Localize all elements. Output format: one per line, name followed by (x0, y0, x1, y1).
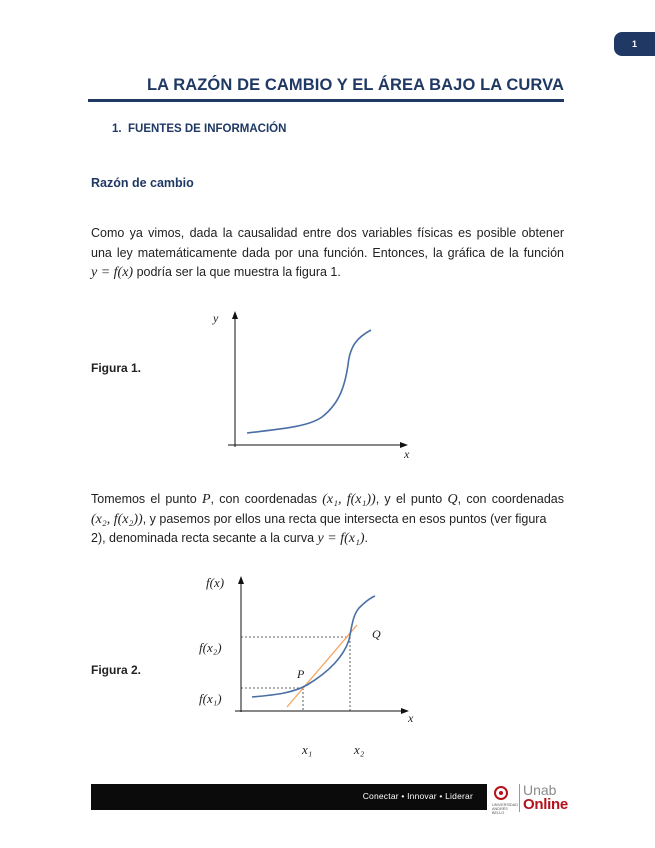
figure1-curve (247, 330, 371, 433)
math-p: P (201, 492, 211, 507)
paragraph-text: podría ser la que muestra la figura 1. (133, 265, 341, 279)
label-point-q: Q (372, 627, 381, 641)
math-coord-p: (x₁, f(x₁)) (322, 492, 376, 507)
paragraph-text: Tomemos el punto (91, 492, 202, 506)
paragraph-text: . (364, 531, 368, 545)
math-coord-q: (x₂, f(x₂)) (91, 511, 143, 527)
math-expression: y = f(x) (91, 265, 134, 280)
label-x2: x₂ (354, 742, 365, 757)
label-x1: x₁ (302, 742, 313, 757)
title-underline (88, 99, 564, 102)
paragraph-text: 2), denominada recta secante a la curva (91, 531, 318, 545)
subsection-heading: Razón de cambio (91, 176, 194, 190)
logo-divider (519, 784, 520, 812)
logo-online-text: Online (523, 796, 568, 813)
paragraph-text: , con coordenadas (210, 492, 323, 506)
logo-small-text: UNIVERSIDAD ANDRÉS BELLO (492, 803, 518, 815)
paragraph-line (91, 529, 564, 549)
math-expression: y = f(x₁) (317, 531, 365, 546)
figure1-x-axis-label: x (404, 447, 410, 461)
paragraph-text: , y el punto (375, 492, 448, 506)
document-title: LA RAZÓN DE CAMBIO Y EL ÁREA BAJO LA CURVA (146, 76, 564, 94)
paragraph-text: , con coordenadas (457, 492, 565, 506)
figure1-y-axis-label: y (213, 311, 219, 325)
section-title: FUENTES DE INFORMACIÓN (127, 123, 287, 135)
paragraph-line: Como ya vimos, dada la causalidad entre dos variables físicas es posible obtener (91, 226, 564, 240)
label-fx2: f(x₂) (199, 640, 222, 655)
footer-slogan: Conectar • Innovar • Liderar (362, 791, 473, 801)
figure2-curve (252, 596, 375, 697)
figure2-x-axis-label: x (408, 711, 414, 725)
label-point-p: P (297, 667, 305, 681)
figure2-label: Figura 2. (91, 663, 142, 677)
figure2-graph (195, 570, 425, 760)
footer-bar (91, 784, 487, 810)
unab-emblem-icon (494, 786, 508, 800)
paragraph-line (91, 510, 564, 530)
label-fx1: f(x₁) (199, 691, 222, 706)
paragraph-intro (91, 224, 564, 283)
figure1-graph (200, 305, 420, 465)
logo-unab-text: Unab (523, 782, 557, 798)
figure2-y-axis-label: f(x) (206, 575, 225, 590)
section-heading (112, 123, 286, 135)
paragraph-points (91, 490, 564, 549)
unab-online-logo (492, 782, 572, 814)
figure1-label: Figura 1. (91, 361, 142, 375)
paragraph-line: una ley matemáticamente dada por una función. Entonces, la gráfica de la función (91, 245, 564, 260)
paragraph-text: , y pasemos por ellos una recta que intersecta en esos puntos (ver figura (142, 511, 547, 526)
section-number: 1. (112, 123, 122, 135)
math-q: Q (447, 492, 458, 507)
page-number-badge: 1 (614, 32, 655, 56)
paragraph-line (91, 490, 564, 510)
paragraph-line (91, 263, 564, 283)
